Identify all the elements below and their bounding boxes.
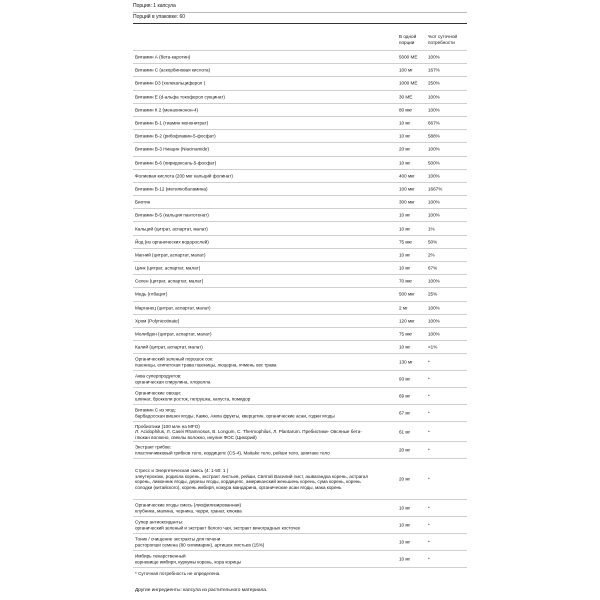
table-row	[133, 442, 467, 459]
table-row	[133, 51, 467, 64]
nutrient-name	[135, 107, 370, 112]
table-row	[133, 315, 467, 328]
table-row	[133, 64, 467, 77]
daily-value-percent: 50%	[428, 239, 438, 245]
nutrient-name	[135, 68, 370, 73]
nutrient-name	[135, 134, 370, 139]
table-row	[133, 459, 467, 500]
amount-per-serving: 10 мг	[399, 120, 411, 126]
amount-per-serving: 93 мг	[399, 376, 411, 382]
table-row	[133, 371, 467, 388]
nutrient-table	[133, 51, 467, 568]
amount-per-serving: 10 мг	[399, 539, 411, 545]
amount-per-serving: 20 мг	[399, 447, 411, 453]
amount-per-serving: 1000 МЕ	[399, 80, 418, 86]
table-row	[133, 262, 467, 275]
daily-value-percent: 100%	[428, 318, 440, 324]
amount-per-serving: 10 мг	[399, 505, 411, 511]
nutrient-title: Витамин В-12 (метилкобаламина)	[135, 186, 208, 192]
amount-per-serving: 100 мкг	[399, 186, 415, 192]
nutrient-name	[135, 520, 370, 531]
nutrient-name	[135, 173, 370, 178]
nutrient-title: Цинк (цитрат, аспартат, малат)	[135, 265, 201, 271]
nutrient-name	[135, 503, 370, 514]
amount-per-serving: 10 мг	[399, 225, 411, 231]
table-row	[133, 209, 467, 222]
nutrient-name	[135, 345, 370, 350]
nutrient-name	[135, 186, 370, 191]
daily-value-percent: *	[428, 359, 430, 365]
column-header-amount: В одной порции	[399, 34, 417, 45]
amount-per-serving: 10 мг	[399, 556, 411, 562]
daily-value-percent: 1%	[428, 225, 435, 231]
amount-per-serving: 30 МЕ	[399, 93, 413, 99]
table-row	[133, 196, 467, 209]
nutrient-title: Витамин В-5 (кальция пантотенат)	[135, 212, 209, 218]
amount-per-serving: 10 мг	[399, 265, 411, 271]
daily-value-percent: 250%	[428, 80, 440, 86]
nutrient-title: Магний (цитрат, аспартат, малат)	[135, 252, 206, 258]
table-row	[133, 157, 467, 170]
daily-value-percent: 100%	[428, 93, 440, 99]
amount-per-serving: 500 мкг	[399, 291, 415, 297]
nutrient-name	[135, 305, 370, 310]
nutrient-name	[135, 160, 370, 165]
nutrient-title: Витамин К 2 (менахинонон-4)	[135, 107, 199, 113]
amount-per-serving: 400 мкг	[399, 173, 415, 179]
nutrient-title: Хром (Polynicotinate)	[135, 318, 180, 324]
table-row	[133, 275, 467, 288]
nutrient-name	[135, 252, 370, 257]
daily-value-percent: *	[428, 476, 430, 482]
nutrient-description: Л. Acidophilus, Л. Casei Rhamnosus, B. Longum, C. Thermophilus, Л. Plantarum. Пребиотики- Овсяные бета-глюкан волокно, свеклы волокно, инулин ФОС (Цикорий)	[135, 429, 362, 440]
nutrient-title: Медь (глбацит)	[135, 291, 168, 297]
daily-value-percent: 100%	[428, 107, 440, 113]
daily-value-percent: *	[428, 505, 430, 511]
nutrient-description: пшеницы, египетская трава пшеницы, люцерна, ячмень овс трава	[135, 362, 277, 368]
nutrient-name	[135, 537, 370, 548]
table-row	[133, 328, 467, 341]
nutrient-name	[135, 147, 370, 152]
nutrient-description: барбадосская вишня ягоды, Камю, Амла фрукты, кверцетин, органические асаи, годжи ягоды	[135, 413, 335, 419]
daily-value-percent: *	[428, 522, 430, 528]
daily-value-percent: 100%	[428, 304, 440, 310]
daily-value-percent: *	[428, 556, 430, 562]
nutrient-name	[135, 318, 370, 323]
nutrient-title: Органические ягоды смесь (лиофилизированная)	[135, 502, 242, 508]
table-row	[133, 500, 467, 517]
table-row	[133, 388, 467, 405]
table-row	[133, 117, 467, 130]
nutrient-title: Йод (из органических водорослей)	[135, 239, 209, 245]
amount-per-serving: 10 мг	[399, 133, 411, 139]
amount-per-serving: 75 мкг	[399, 239, 413, 245]
nutrient-title: Калий (цитрат, аспартат, малат)	[135, 344, 203, 350]
amount-per-serving: 10 мг	[399, 212, 411, 218]
nutrient-title: Витамин В-2 (рибофлавин-5-фосфат)	[135, 133, 216, 139]
footnote: * Суточная потребность не определена.	[135, 571, 221, 577]
amount-per-serving: 67 мг	[399, 410, 411, 416]
nutrient-name	[135, 292, 370, 297]
table-row	[133, 405, 467, 422]
nutrient-name	[135, 554, 370, 565]
nutrient-name	[135, 279, 370, 284]
table-row	[133, 422, 467, 442]
daily-value-percent: *	[428, 410, 430, 416]
daily-value-percent: 2%	[428, 252, 435, 258]
daily-value-percent: 100%	[428, 54, 440, 60]
nutrient-title: Имбирь лекарственный	[135, 553, 186, 559]
nutrient-title: Органический зеленый порошок сок:	[135, 356, 214, 362]
nutrient-name	[135, 374, 370, 385]
nutrient-description: корневище имбиря, куркумы корень, кора корицы	[135, 559, 242, 565]
amount-per-serving: 10 мг	[399, 252, 411, 258]
daily-value-percent: 100%	[428, 331, 440, 337]
nutrient-title: Кальций (цитрат, аспартат, малат)	[135, 225, 208, 231]
nutrient-title: Тоник / очищение экстракты для печени	[135, 536, 221, 542]
amount-per-serving: 130 мг	[399, 359, 413, 365]
nutrient-name	[135, 94, 370, 99]
nutrient-title: Молибден (цитрат, аспартат, малат)	[135, 331, 212, 337]
table-row	[133, 143, 467, 156]
nutrient-title: Аква суперпродуктов:	[135, 373, 182, 379]
nutrient-title: Органические овощи:	[135, 390, 182, 396]
table-row	[133, 302, 467, 315]
nutrient-description: элеутерококк, родиола корень, экстракт листьев, рейши, Святой Василий лист, ашвагандха корень, астрагал корень, лимонник ягоды, дерезы ягоды, кордицепс, американский женьшень корень, сума корень, корень солодки (китайского), корень имбиря, кожура мандарина, органические асаи ягоды, мака корень	[135, 473, 369, 490]
table-row	[133, 551, 467, 568]
amount-per-serving: 5000 МЕ	[399, 54, 418, 60]
nutrient-name	[135, 445, 370, 456]
daily-value-percent: 100%	[428, 146, 440, 152]
daily-value-percent: 25%	[428, 291, 438, 297]
nutrient-title: Витамин А (бета-каротин)	[135, 54, 191, 60]
daily-value-percent: *	[428, 447, 430, 453]
amount-per-serving: 70 мкг	[399, 278, 413, 284]
daily-value-percent: 100%	[428, 212, 440, 218]
nutrient-title: Витамин Е (d-альфа токоферол сукцинат)	[135, 93, 225, 99]
table-row	[133, 170, 467, 183]
nutrient-title: Экстракт грибов:	[135, 444, 172, 450]
table-row	[133, 288, 467, 301]
table-row	[133, 236, 467, 249]
nutrient-title: Селен (цитрат, аспартат, малат)	[135, 278, 204, 284]
nutrient-name	[135, 120, 370, 125]
nutrient-name	[135, 424, 370, 440]
table-row	[133, 222, 467, 235]
nutrient-title: Витамин В-1 (тиамин мононитрат)	[135, 120, 209, 126]
nutrient-title: Стресс и Энергетическая смесь (4: 1-50: 1 )	[135, 468, 229, 474]
nutrient-name	[135, 357, 370, 368]
table-row	[133, 341, 467, 354]
table-row	[133, 354, 467, 371]
daily-value-percent: 500%	[428, 159, 440, 165]
amount-per-serving: 10 мг	[399, 344, 411, 350]
table-row	[133, 517, 467, 534]
nutrient-name	[135, 226, 370, 231]
nutrient-title: Пробиотики (100 млн на MFO)	[135, 423, 200, 429]
amount-per-serving: 10 мг	[399, 159, 411, 165]
nutrient-description: органический зеленый и экстракт белого чая, экстракт виноградных косточек	[135, 525, 300, 531]
supplement-facts-panel	[133, 2, 467, 594]
nutrient-description: клубника, малина, черника, черри, гранат, клюква	[135, 508, 242, 514]
daily-value-percent: *	[428, 393, 430, 399]
daily-value-percent: 167%	[428, 67, 440, 73]
servings-per-container: Порций в упаковке: 60	[133, 14, 186, 20]
nutrient-description: органическая спирулина, хлорелла	[135, 379, 211, 385]
table-row	[133, 91, 467, 104]
daily-value-percent: 667%	[428, 120, 440, 126]
nutrient-name	[135, 408, 370, 419]
column-header	[133, 24, 467, 51]
amount-per-serving: 69 мг	[399, 393, 411, 399]
nutrient-name	[135, 265, 370, 270]
daily-value-percent: <1%	[428, 344, 438, 350]
amount-per-serving: 100 мг	[399, 67, 413, 73]
amount-per-serving: 2 мг	[399, 304, 408, 310]
nutrient-name	[135, 469, 370, 491]
amount-per-serving: 120 мкг	[399, 318, 415, 324]
nutrient-title: Витамин С из ягод:	[135, 407, 176, 413]
daily-value-percent: 67%	[428, 265, 438, 271]
nutrient-title: Витамин В-6 (пиридоксаль-5-фосфат)	[135, 159, 217, 165]
amount-per-serving: 10 мг	[399, 522, 411, 528]
nutrient-description: расторопши семена (80 силимарин), артишок листьев (15%)	[135, 542, 265, 548]
nutrient-title: Марганец (цитрат, аспартат, малат)	[135, 304, 211, 310]
nutrient-name	[135, 391, 370, 402]
nutrient-name	[135, 81, 370, 86]
daily-value-percent: 100%	[428, 278, 440, 284]
nutrient-description: пластинчивковый грибков тело, кордицепс (CS-4), Maitake тело, рейши тело, шиитаке тело	[135, 450, 330, 456]
table-row	[133, 249, 467, 262]
nutrient-title: Витамин В-3 Ниацин (Niacinamide)	[135, 146, 209, 152]
amount-per-serving: 20 мг	[399, 146, 411, 152]
nutrient-title: Витамин С (аскорбиновая кислота)	[135, 67, 211, 73]
nutrient-title: Супер антиоксиданты:	[135, 519, 184, 525]
other-ingredients: Другие ингредиенты: капсула из растительного материала.	[135, 588, 268, 594]
amount-per-serving: 75 мкг	[399, 331, 413, 337]
amount-per-serving: 300 мкг	[399, 199, 415, 205]
daily-value-percent: 100%	[428, 173, 440, 179]
amount-per-serving: 20 мг	[399, 476, 411, 482]
nutrient-name	[135, 199, 370, 204]
daily-value-percent: 588%	[428, 133, 440, 139]
nutrient-description: шпинат, брокколи росток, петрушка, капуста, помидор	[135, 396, 251, 402]
daily-value-percent: *	[428, 429, 430, 435]
table-row	[133, 77, 467, 90]
daily-value-percent: *	[428, 376, 430, 382]
nutrient-title: Фолиевая кислота (200 мкг кальций фолинат)	[135, 173, 233, 179]
nutrient-name	[135, 331, 370, 336]
daily-value-percent: 1667%	[428, 186, 443, 192]
table-row	[133, 104, 467, 117]
amount-per-serving: 61 мг	[399, 429, 411, 435]
table-row	[133, 534, 467, 551]
daily-value-percent: *	[428, 539, 430, 545]
nutrient-name	[135, 213, 370, 218]
daily-value-percent: 100%	[428, 199, 440, 205]
nutrient-name	[135, 239, 370, 244]
nutrient-title: Витамин D3 (холекальциферол )	[135, 80, 206, 86]
amount-per-serving: 80 мкг	[399, 107, 413, 113]
serving-size: Порция: 1 капсула	[133, 3, 176, 9]
column-header-daily-value: %от суточной потребности	[428, 34, 458, 45]
table-row	[133, 130, 467, 143]
nutrient-name	[135, 54, 370, 59]
table-row	[133, 183, 467, 196]
nutrient-title: Биотин	[135, 199, 151, 205]
